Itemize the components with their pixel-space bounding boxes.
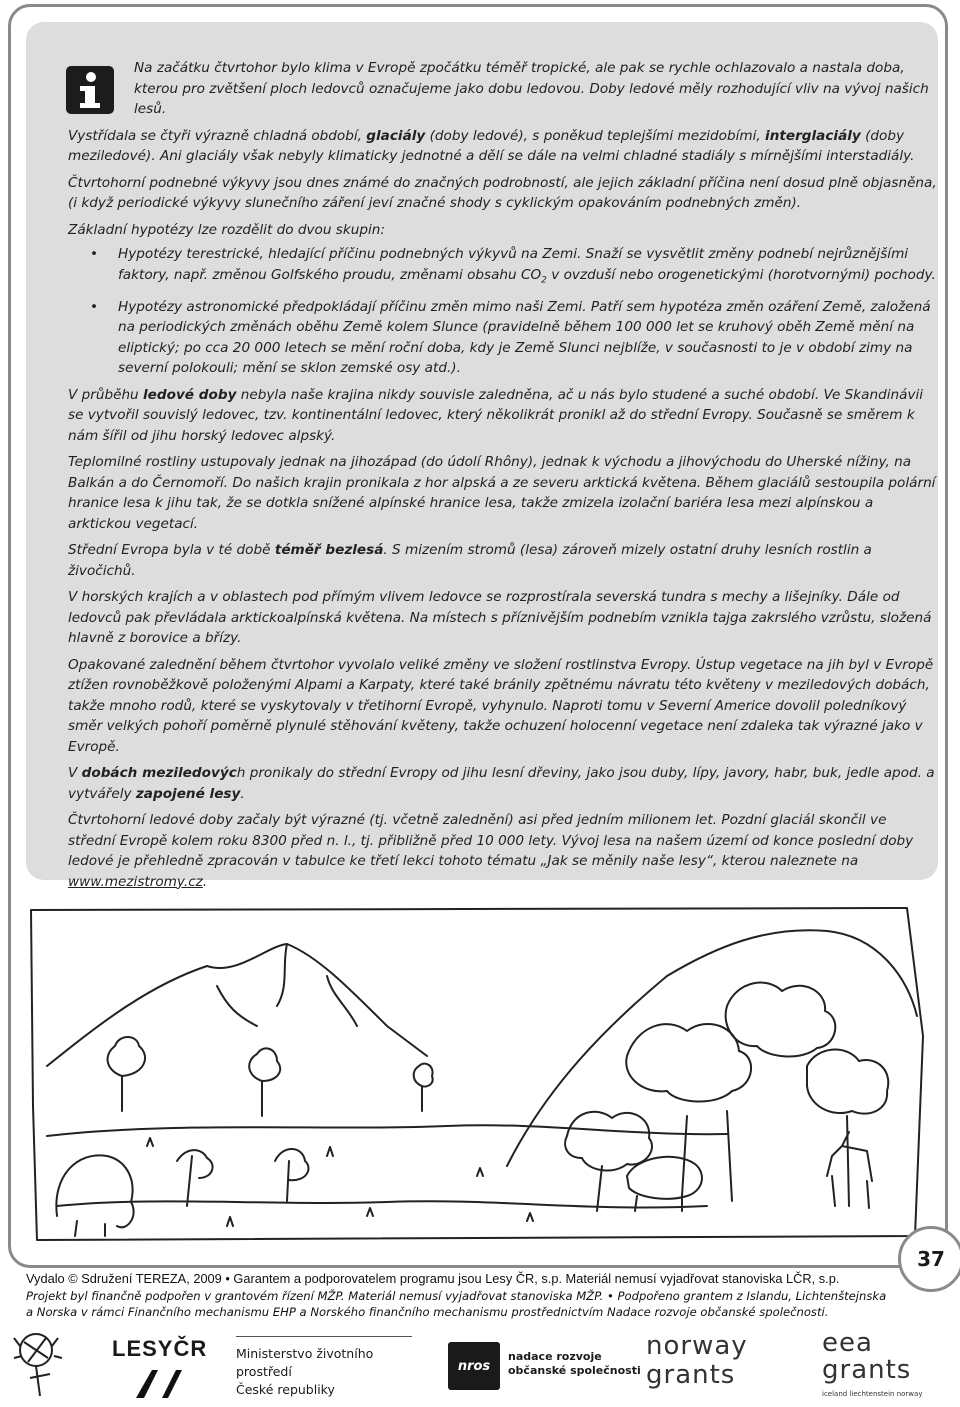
paragraph-ice-age: V průběhu ledové doby nebyla naše krajina nikdy souvisle zaledněna, ač u nás bylo studené a suché období. Ve Skandinávii se vytvořil souvislý ledovec, tzv. kontinentální ledovec, který několikrát pronikl až do střední Evropy. Současně se směrem k nám šířil od jihu horský ledovec alpský.: [68, 386, 924, 444]
eea-grants-logo: eea grants: [822, 1328, 912, 1385]
norway-grants-logo: norway grants: [646, 1331, 748, 1390]
paragraph-interglacial: V dobách meziledových pronikaly do střední Evropy od jihu lesní dřeviny, jako jsou duby, lípy, javory, habr, buk, jedle apod. a vytvářely zapojené lesy.: [68, 765, 935, 802]
paragraph-tundra: V horských krajích a v oblastech pod přímým vlivem ledovce se rozprostírala severská tundra s mechy a lišejníky. Dále od ledovců pak převládala arktickoalpínská květena. Na místech s příznivějším podnebím vznikla tajga zakrslého vzrůstu, složená hlavně z borovice a břízy.: [68, 589, 932, 647]
ministry-logo: Ministerstvo životního prostředí České republiky: [236, 1336, 412, 1399]
website-link[interactable]: www.mezistromy.cz: [68, 873, 203, 890]
eea-countries: iceland liechtenstein norway: [822, 1390, 923, 1398]
paragraph-plants: Teplomilné rostliny ustupovaly jednak na jihozápad (do údolí Rhôny), jednak k východu a jihovýchodu do Uherské nížiny, na Balkán a do Černomoří. Do našich krajin pronikala z hor alpská a ze severu arktická květena. Během glaciálů sestoupila polární hranice lesa k jihu tak, že se dotkla snížené alpínské hranice lesa, takže zmizela izolační bariéra lesa mezi alpínskou a arktickou vegetací.: [68, 454, 936, 532]
footer-line: Projekt byl finančně podpořen v grantovém řízení MŽP. Materiál nemusí vyjadřovat stanoviska MŽP. • Podpořeno grantem z Islandu, Lichtenštejnska: [26, 1288, 887, 1303]
hypotheses-list: [68, 244, 938, 379]
footer-line: Vydalo © Sdružení TEREZA, 2009 • Garantem a podporovatelem programu jsou Lesy ČR, s.p. Materiál nemusí vyjadřovat stanoviska LČR, s.p.: [26, 1271, 840, 1286]
paragraph-timeline: Čtvrtohorní ledové doby začaly být výrazné (tj. včetně zalednění) asi před jedním milionem let. Pozdní glaciál skončil ve střední Evropě kolem roku 8300 před n. l., tj. přibližně před 10 000 lety. Vývoj lesa na našem území od konce poslední doby ledové je přehledně zpracován v tabulce ke třetí lekci tohoto tématu „Jak se měnily naše lesy“, kterou naleznete na www.mezistromy.cz.: [68, 812, 914, 890]
list-item: • Hypotézy astronomické předpokládají příčinu změn mimo naši Zemi. Patří sem hypotéza změn ozáření Země, založená na periodických změnách oběhu Země kolem Slunce (pravidelně během 100 000 let se kruhový oběh Země mění na eliptický; po cca 20 000 letech se mění roční doba, kdy je Země Slunci nejblíže, v současnosti to je v období zimy na severní polokouli; mění se sklon zemské osy atd.).: [68, 297, 938, 379]
paragraph-glaciation: Opakované zalednění během čtvrtohor vyvolalo veliké změny ve složení rostlinstva Evropy. Ústup vegetace na jih byl v Evropě ztížen rovnoběžkově položenými Alpami a Karpaty, které také bránily zpětnému návratu této květeny v meziledových dobách, takže mnoho rodů, které se vyskytovaly v třetihorní Evropě, vyhynulo. Naproti tomu v Severní Americe dovolil poledníkový směr velkých pohoří poměrně plynulé stěhování květeny, takže ochuzení holocenní vegetace není zdaleka tak výrazné jako v Evropě.: [68, 656, 934, 755]
page-number: 37: [898, 1226, 960, 1292]
nros-logo: nadace rozvoje občanské společnosti: [508, 1350, 641, 1377]
paragraph-climate: Čtvrtohorní podnebné výkyvy jsou dnes známé do značných podrobností, ale jejich základní příčina není dosud plně objasněna, (i když periodické výkyvy slunečního záření jeví značné shody s cyklickým opakováním podnebných změn).: [68, 174, 937, 211]
nros-badge: nros: [448, 1342, 500, 1390]
lesy-cr-emblem: [132, 1366, 188, 1400]
footer-line: a Norska v rámci Finančního mechanismu EHP a Norského finančního mechanismu prostřednictvím Nadace rozvoje občanské společnosti.: [26, 1305, 829, 1319]
paragraph-hypotheses: Základní hypotézy lze rozdělit do dvou skupin:: [68, 221, 385, 238]
landscape-illustration: [27, 906, 927, 1242]
intro-paragraph: Na začátku čtvrtohor bylo klima v Evropě zpočátku téměř tropické, ale pak se rychle ochlazovalo a nastala doba, kterou pro zvětšení ploch ledovců označujeme jako dobu ledovou. Doby ledové měly rozhodující vliv na vývoj našich lesů.: [134, 60, 929, 117]
paragraph-glacials: Vystřídala se čtyři výrazně chladná období, glaciály (doby ledové), s poněkud teplejšími mezidobími, interglaciály (doby meziledové). Ani glaciály však nebyly klimaticky jednotné a dělí se dále na velmi chladné stadiály s mírnějšími interstadiály.: [68, 127, 915, 164]
info-panel: [26, 22, 938, 890]
sponsor-logos: [0, 1320, 960, 1407]
lesy-cr-logo: LESYČR: [112, 1336, 208, 1361]
footer: [26, 1271, 906, 1321]
paragraph-central-europe: Střední Evropa byla v té době téměř bezlesá. S mizením stromů (lesa) zároveň mizely ostatní druhy lesních rostlin a živočichů.: [68, 542, 872, 579]
tereza-logo: [10, 1326, 82, 1402]
list-item: • Hypotézy terestrické, hledající příčinu podnebných výkyvů na Zemi. Snaží se vysvětlit změny podnebí nejrůznějšími faktory, např. změnou Golfského proudu, změnami obsahu $CO_2$ v ovzduší nebo orogenetickými (horotvornými) pochody.: [68, 244, 938, 291]
article-text: [68, 58, 938, 898]
